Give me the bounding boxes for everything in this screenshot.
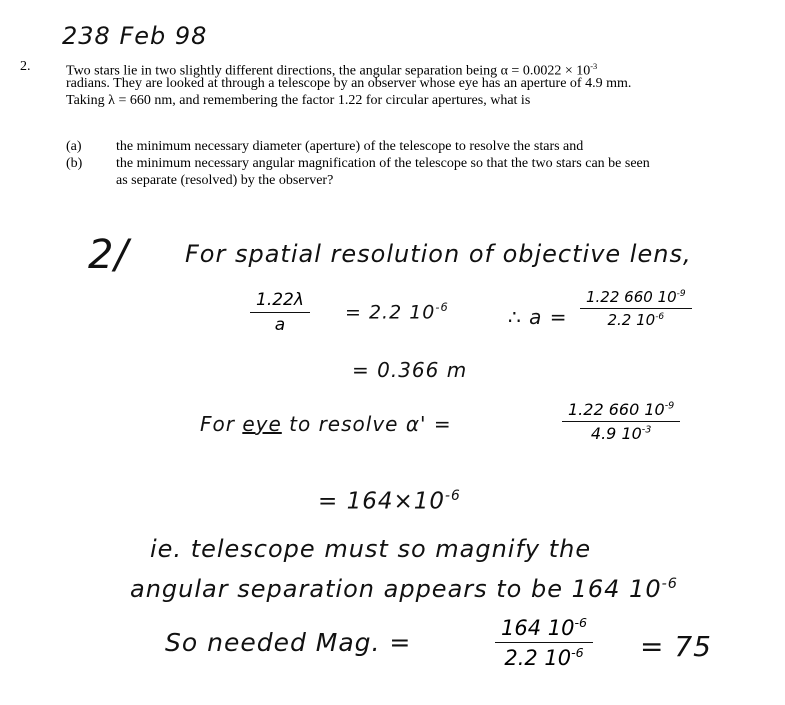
- fraction-2: [562, 400, 680, 443]
- part-a-label: (a): [66, 139, 82, 154]
- eye-word: eye: [242, 412, 282, 436]
- exponent: -9: [664, 400, 675, 412]
- question-text: Two stars lie in two slightly different directions, the angular separation being α = 0.0022 × 10: [66, 63, 591, 79]
- angular-text: angular separation appears to be 164 10: [130, 575, 662, 603]
- fraction-1: [250, 290, 310, 335]
- denominator: [504, 643, 583, 670]
- den-text: 4.9 10: [590, 424, 642, 443]
- num-text: 164 10: [501, 616, 575, 640]
- exponent: -3: [590, 62, 598, 71]
- denominator: [607, 309, 664, 329]
- num-text: 1.22 660 10: [586, 288, 677, 306]
- result-aperture: = 0.366 m: [352, 358, 468, 382]
- numerator: 1.22λ: [250, 290, 310, 313]
- part-b-label: (b): [66, 156, 83, 171]
- den-text: 2.2 10: [504, 646, 572, 670]
- den-text: 2.2 10: [607, 311, 656, 329]
- solution-line-1: For spatial resolution of objective lens,: [185, 240, 692, 268]
- eye-line: [200, 412, 452, 436]
- denominator: a: [274, 315, 286, 335]
- numerator: [562, 400, 680, 422]
- ie-line: ie. telescope must so magnify the: [150, 535, 592, 563]
- exponent: -9: [676, 289, 686, 299]
- alpha-value: = 164×10: [318, 488, 446, 515]
- exponent: -3: [641, 424, 652, 436]
- part-a-text: the minimum necessary diameter (aperture) of the telescope to resolve the stars and: [116, 139, 584, 154]
- exponent: -6: [435, 300, 449, 314]
- fraction-1b: [580, 288, 692, 329]
- eye-prefix: For: [200, 412, 235, 436]
- eq1-value: = 2.2 10: [345, 301, 436, 324]
- question-line-2: radians. They are looked at through a telescope by an observer whose eye has an aperture of 4.9 mm.: [66, 76, 632, 91]
- numerator: [580, 288, 692, 309]
- part-b-text: the minimum necessary angular magnification of the telescope so that the two stars can be seen: [116, 156, 650, 171]
- answer-mark: 2/: [88, 232, 129, 278]
- exponent: -6: [445, 488, 461, 504]
- numerator: [495, 615, 593, 643]
- mag-result: = 75: [640, 630, 712, 663]
- fraction-3: [495, 615, 593, 670]
- result-alpha: [318, 488, 461, 515]
- exponent: -6: [661, 576, 678, 592]
- exponent: -6: [655, 312, 665, 322]
- num-text: 1.22 660 10: [568, 400, 665, 419]
- therefore-a: ∴ a =: [508, 305, 568, 329]
- part-b-text-2: as separate (resolved) by the observer?: [116, 173, 334, 188]
- eye-rest: to resolve α' =: [289, 412, 452, 436]
- angular-line: [130, 575, 678, 603]
- exponent: -6: [571, 645, 584, 660]
- question-number: 2.: [20, 59, 31, 74]
- header-note: 238 Feb 98: [62, 22, 208, 50]
- denominator: [591, 422, 651, 443]
- eq1-rhs: [345, 300, 449, 323]
- mag-label: So needed Mag. =: [165, 628, 412, 657]
- exponent: -6: [574, 615, 588, 630]
- question-line-3: Taking λ = 660 nm, and remembering the factor 1.22 for circular apertures, what is: [66, 93, 531, 108]
